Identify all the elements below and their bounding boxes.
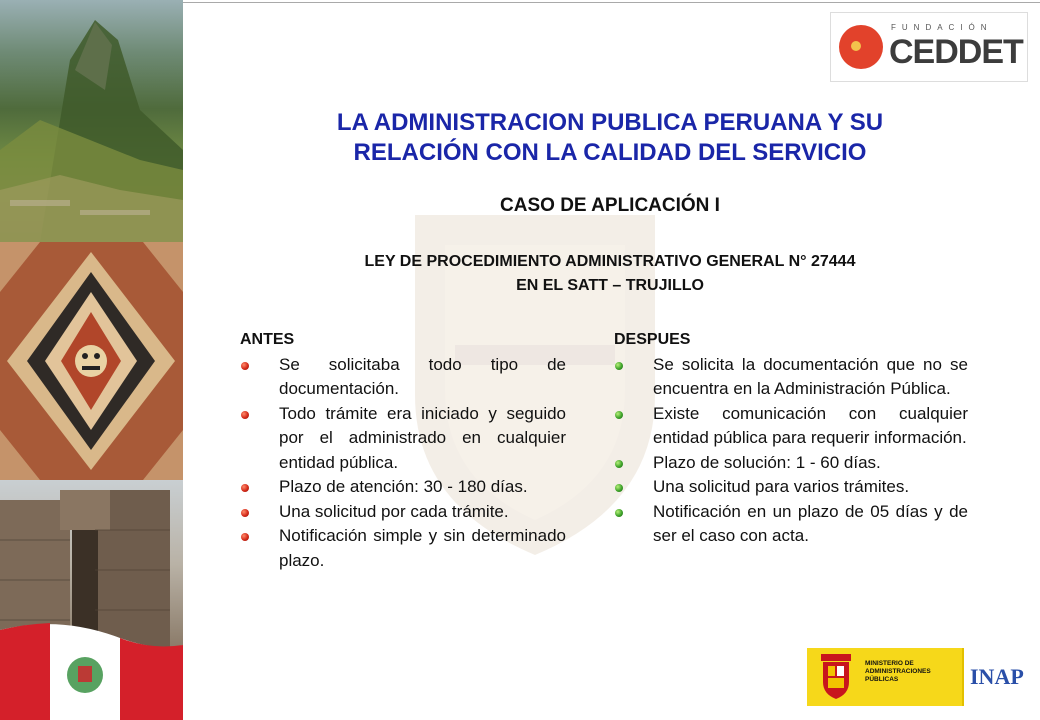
despues-column (614, 328, 968, 549)
law-line-1: LEY DE PROCEDIMIENTO ADMINISTRATIVO GENERAL N° 27444 (364, 253, 856, 270)
ceddet-logo-dot (851, 41, 861, 51)
stone-gate-and-flag-image (0, 480, 183, 720)
red-bullet-icon (241, 533, 249, 541)
despues-item (614, 402, 968, 451)
despues-item-text: Notificación en un plazo de 05 días y de ser el caso con acta. (653, 501, 968, 545)
despues-item (614, 451, 968, 476)
green-bullet-icon (615, 460, 623, 468)
despues-heading: DESPUES (614, 331, 691, 348)
antes-list (240, 353, 566, 574)
ceddet-logo-fundacion: FUNDACIÓN (891, 23, 993, 32)
antes-item (240, 402, 566, 476)
antes-item-text: Una solicitud por cada trámite. (279, 501, 509, 521)
decorative-photo-strip (0, 0, 183, 720)
green-bullet-icon (615, 362, 623, 370)
despues-item-text: Plazo de solución: 1 - 60 días. (653, 452, 881, 472)
green-bullet-icon (615, 484, 623, 492)
antes-item-text: Notificación simple y sin determinado plazo. (279, 526, 566, 570)
machu-picchu-image (0, 0, 183, 242)
antes-item-text: Plazo de atención: 30 - 180 días. (279, 477, 528, 496)
green-bullet-icon (615, 411, 623, 419)
ministerio-inap-logo (807, 648, 1032, 706)
despues-item-text: Se solicita la documentación que no se encuentra en la Administración Pública. (653, 354, 968, 398)
coat-of-arms-icon (819, 654, 853, 700)
antes-item (240, 500, 566, 525)
law-heading (270, 250, 950, 298)
slide-title (230, 108, 990, 168)
moche-mural-image (0, 242, 183, 480)
title-line-1: LA ADMINISTRACION PUBLICA PERUANA Y SU (336, 109, 884, 136)
law-line-2: EN EL SATT – TRUJILLO (516, 277, 704, 294)
red-bullet-icon (241, 362, 249, 370)
ceddet-logo (830, 12, 1028, 82)
antes-item-text: Todo trámite era iniciado y seguido por el administrado en cualquier entidad pública. (279, 403, 566, 472)
antes-heading: ANTES (240, 331, 295, 348)
ministerio-text: MINISTERIO DE ADMINISTRACIONES PÚBLICAS (865, 660, 931, 683)
antes-item (240, 353, 566, 402)
green-bullet-icon (615, 509, 623, 517)
inap-box (962, 648, 1034, 706)
red-bullet-icon (241, 484, 249, 492)
title-line-2: RELACIÓN CON LA CALIDAD DEL SERVICIO (353, 139, 867, 166)
antes-item (240, 475, 566, 500)
top-rule (183, 2, 1040, 3)
slide-subtitle: CASO DE APLICACIÓN I (500, 195, 720, 216)
despues-item (614, 475, 968, 500)
antes-item (240, 524, 566, 573)
antes-item-text: Se solicitaba todo tipo de documentación. (279, 354, 566, 398)
despues-item-text: Existe comunicación con cualquier entidad pública para requerir información. (653, 403, 968, 447)
red-bullet-icon (241, 411, 249, 419)
despues-list (614, 353, 968, 549)
despues-item (614, 353, 968, 402)
despues-item (614, 500, 968, 549)
ceddet-logo-mark (839, 25, 883, 69)
inap-text: INAP (970, 664, 1024, 689)
despues-item-text: Una solicitud para varios trámites. (653, 477, 910, 496)
red-bullet-icon (241, 509, 249, 517)
antes-column (240, 328, 566, 573)
ceddet-logo-name: CEDDET (889, 33, 1023, 71)
